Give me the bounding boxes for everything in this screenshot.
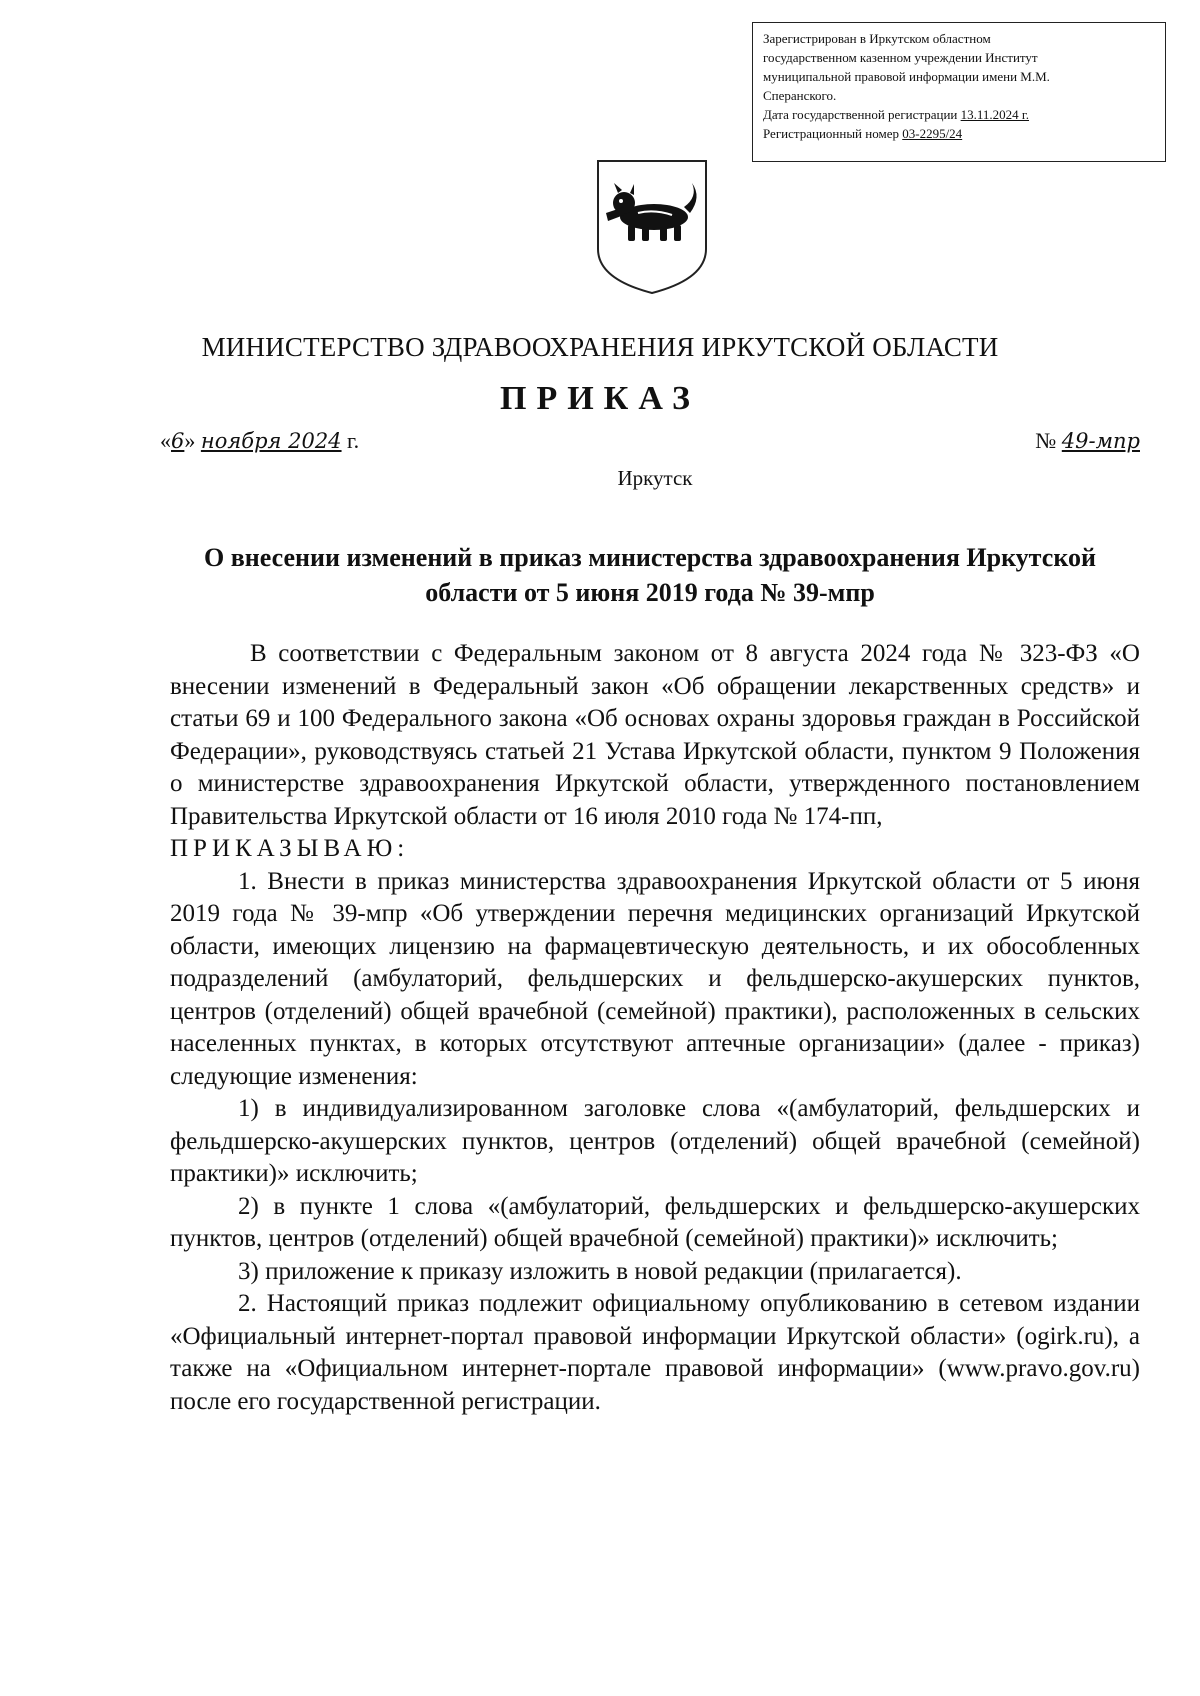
- stamp-line: Сперанского.: [763, 88, 837, 103]
- stamp-number-row: [763, 124, 1155, 143]
- subitem-2-paragraph: 2) в пункте 1 слова «(амбулаторий, фельдшерских и фельдшерско-акушерских пунктов, центров (отделений) общей врачебной (семейной) практики)» исключить;: [170, 1192, 1140, 1252]
- date-month-year: ноября 2024: [200, 429, 342, 453]
- subitem-3-paragraph: 3) приложение к приказу изложить в новой редакции (прилагается).: [238, 1257, 962, 1285]
- document-title: ПРИКАЗ: [500, 380, 700, 417]
- preamble-paragraph: В соответствии с Федеральным законом от 8 августа 2024 года № 323-ФЗ «О внесении изменений в Федеральный закон «Об обращении лекарственных средств» и статьи 69 и 100 Федерального закона «Об основах охраны здоровья граждан в Российской Федерации», руководствуясь статьей 21 Устава Иркутской области, пунктом 9 Положения о министерстве здравоохранения Иркутской области, утвержденного постановлением Правительства Иркутской области от 16 июля 2010 года № 174-пп,: [170, 640, 1140, 830]
- number-value: 49-мпр: [1061, 429, 1140, 453]
- date-day: 6: [171, 429, 185, 453]
- date-close-quote: »: [184, 428, 196, 453]
- stamp-date-value: 13.11.2024 г.: [960, 107, 1030, 122]
- irkutsk-coat-of-arms-icon: [594, 157, 710, 297]
- order-word: ПРИКАЗЫВАЮ:: [170, 835, 410, 862]
- item-2-paragraph: 2. Настоящий приказ подлежит официальному опубликованию в сетевом издании «Официальный интернет-портал правовой информации Иркутской области» (ogirk.ru), а также на «Официальном интернет-портале правовой информации» (www.pravo.gov.ru) после его государственной регистрации.: [170, 1290, 1140, 1415]
- stamp-date-label: Дата государственной регистрации: [763, 107, 958, 122]
- ministry-name: МИНИСТЕРСТВО ЗДРАВООХРАНЕНИЯ ИРКУТСКОЙ ОБЛАСТИ: [201, 332, 999, 362]
- date-open-quote: «: [160, 428, 171, 453]
- order-number: [1035, 428, 1140, 454]
- item-1-paragraph: 1. Внести в приказ министерства здравоохранения Иркутской области от 5 июня 2019 года № 39-мпр «Об утверждении перечня медицинских организаций Иркутской области, имеющих лицензию на фармацевтическую деятельность, и их обособленных подразделений (амбулаторий, фельдшерских и фельдшерско-акушерских пунктов, центров (отделений) общей врачебной (семейной) практики), расположенных в сельских населенных пунктах, в которых отсутствуют аптечные организации» (далее - приказ) следующие изменения:: [170, 867, 1140, 1090]
- order-date: [160, 428, 359, 454]
- stamp-number-value: 03-2295/24: [902, 126, 963, 141]
- stamp-line: государственном казенном учреждении Институт: [763, 50, 1038, 65]
- order-body: [170, 638, 1140, 1418]
- date-suffix: г.: [347, 428, 360, 453]
- city-name: Иркутск: [617, 466, 693, 490]
- stamp-number-label: Регистрационный номер: [763, 126, 899, 141]
- number-prefix: №: [1035, 428, 1057, 453]
- order-subject: О внесении изменений в приказ министерства здравоохранения Иркутской области от 5 июня 2019 года № 39-мпр: [204, 543, 1096, 607]
- stamp-line: Зарегистрирован в Иркутском областном: [763, 31, 991, 46]
- stamp-line: муниципальной правовой информации имени М.М.: [763, 69, 1050, 84]
- stamp-date-row: [763, 105, 1155, 124]
- registration-stamp: [752, 22, 1166, 162]
- subitem-1-paragraph: 1) в индивидуализированном заголовке слова «(амбулаторий, фельдшерских и фельдшерско-акушерских пунктов, центров (отделений) общей врачебной (семейной) практики)» исключить;: [170, 1095, 1140, 1187]
